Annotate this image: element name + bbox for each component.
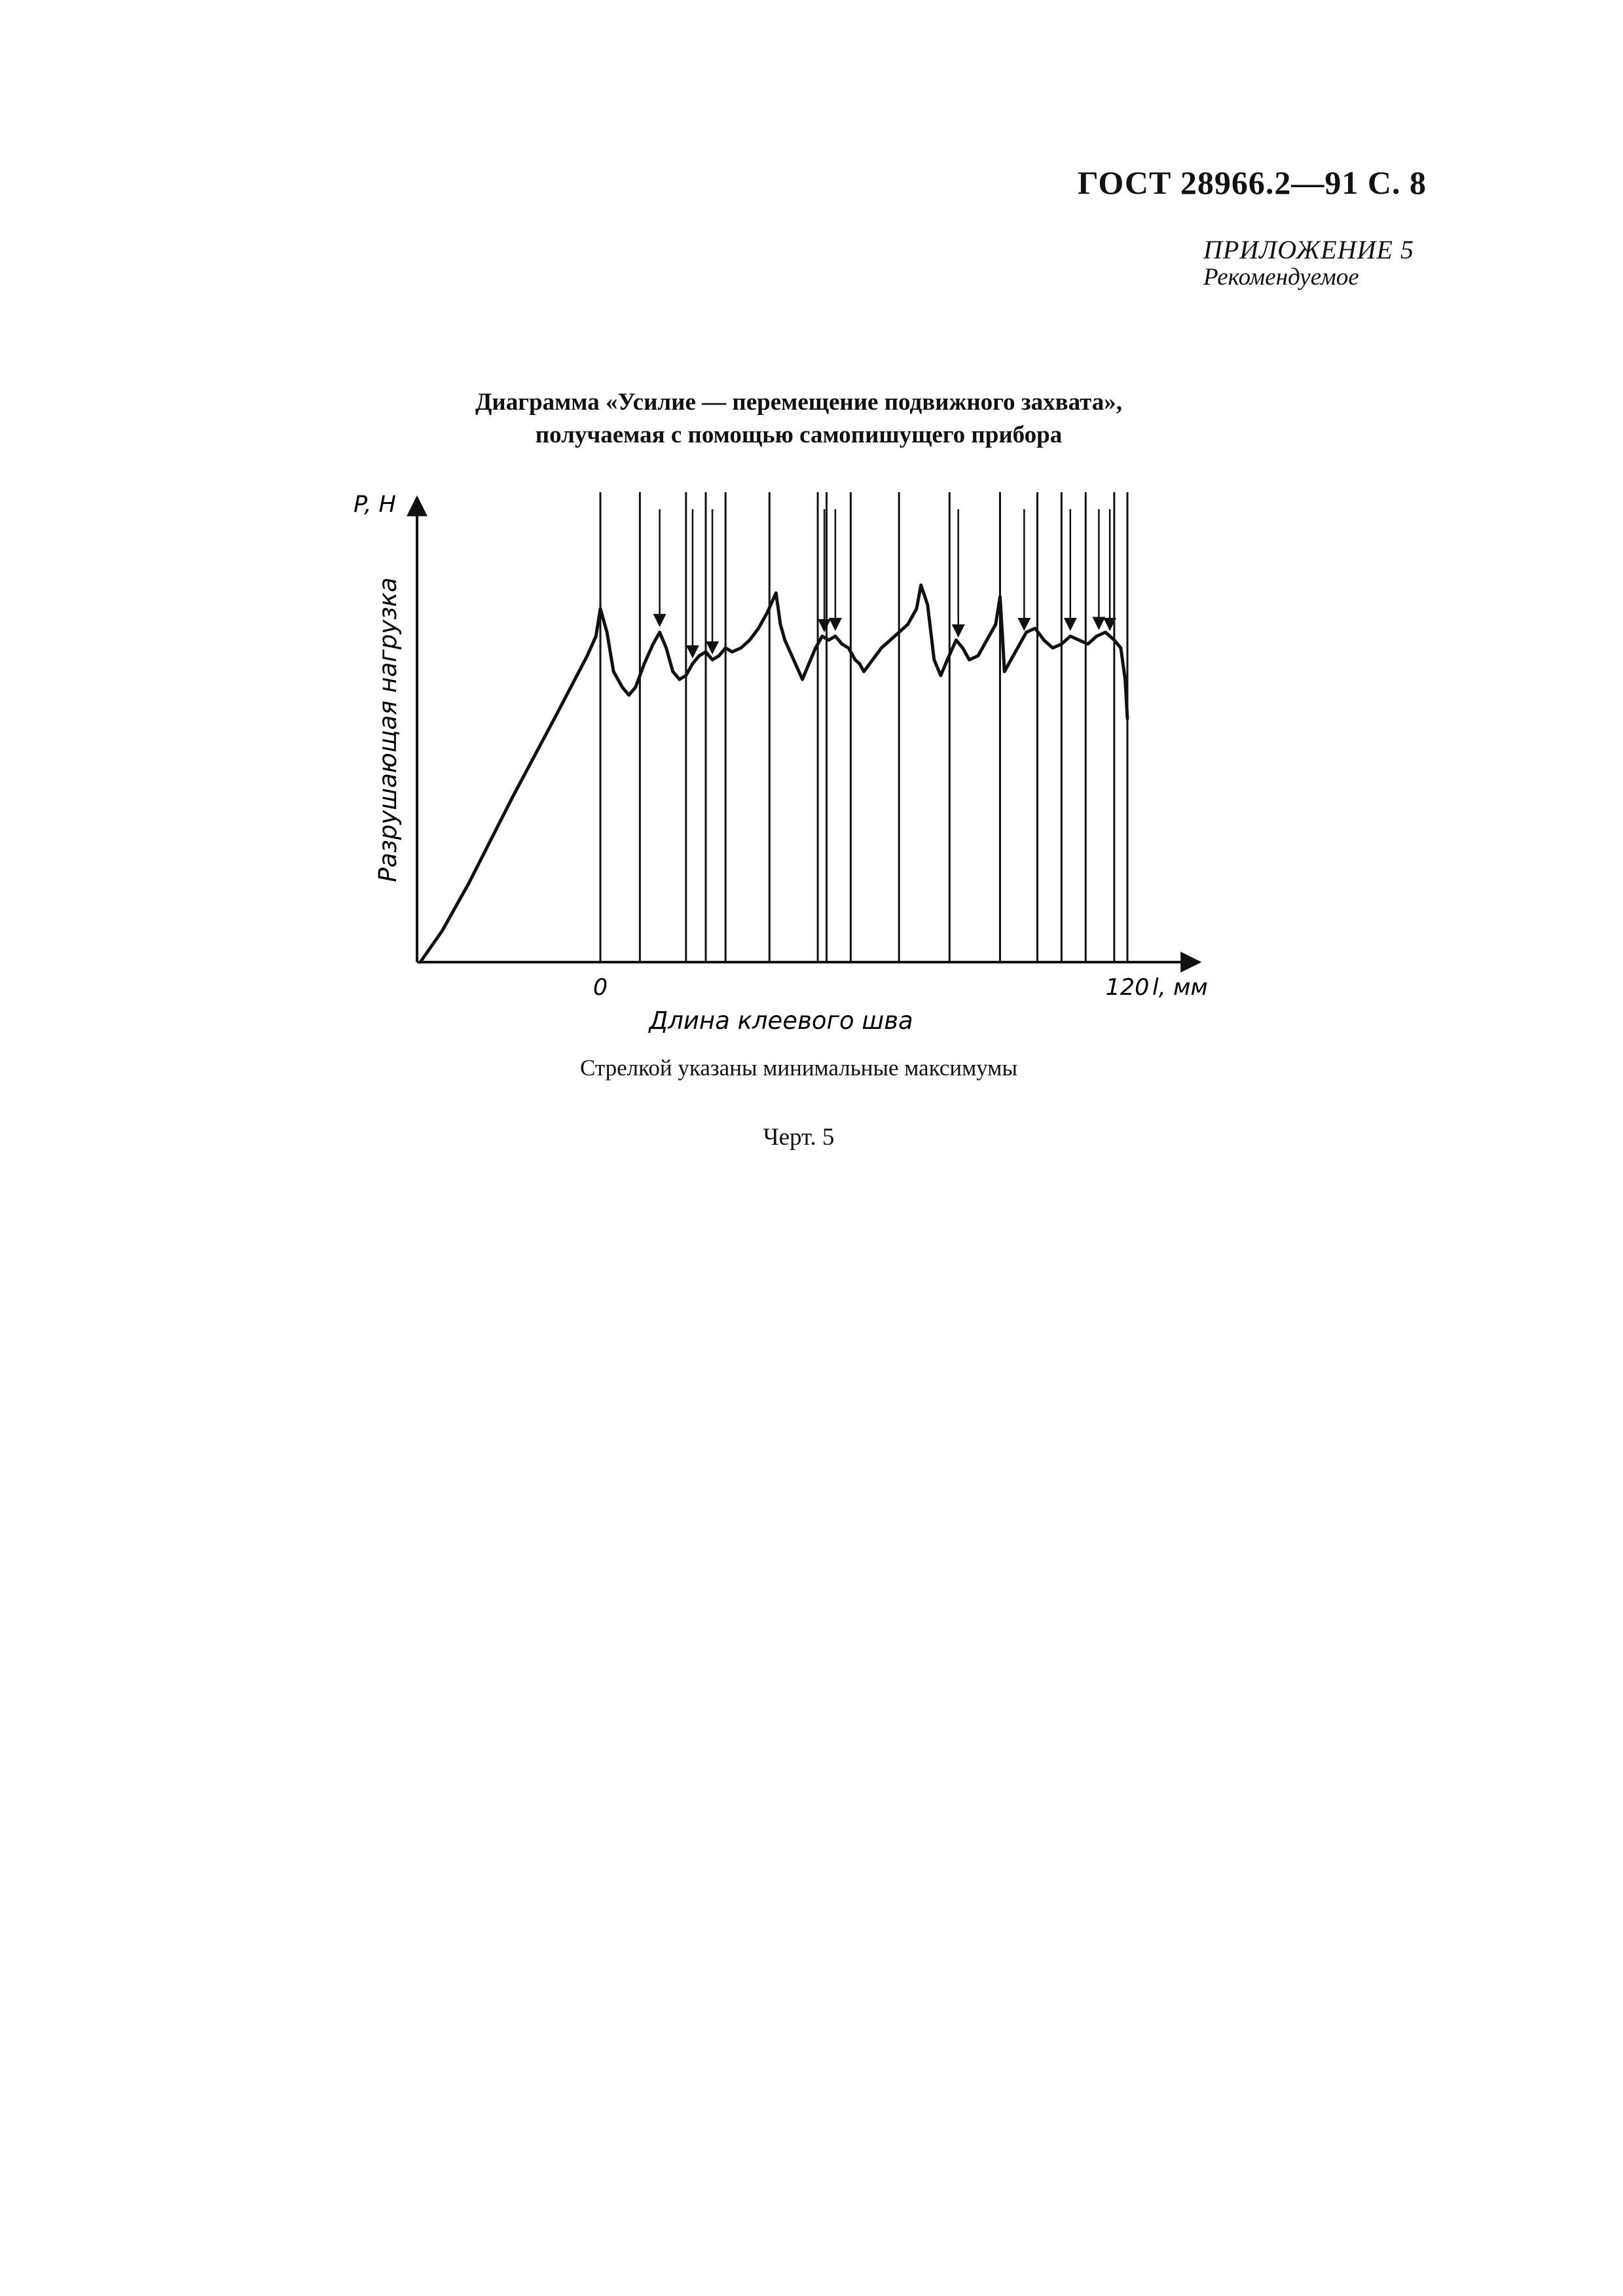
figure-caption: Стрелкой указаны минимальные максимумы (580, 1055, 1017, 1081)
vertical-marker-lines (600, 492, 1127, 962)
x-axis-unit: l, мм (1152, 975, 1208, 1001)
appendix-label: ПРИЛОЖЕНИЕ 5 (1203, 235, 1414, 264)
y-axis-label: Разрушающая нагрузка (374, 577, 402, 882)
figure-title-line-1: Диаграмма «Усилие — перемещение подвижного захвата», (475, 389, 1123, 416)
x-axis-label: Длина клеевого шва (649, 1007, 913, 1035)
appendix-status: Рекомендуемое (1203, 264, 1359, 291)
load-displacement-diagram (0, 0, 1623, 1073)
load-curve (420, 585, 1127, 962)
figure-title-line-2: получаемая с помощью самопишущего прибора (535, 422, 1063, 449)
figure-number: Черт. 5 (763, 1124, 835, 1151)
y-axis-symbol: P, H (354, 492, 396, 518)
x-tick-zero: 0 (593, 975, 608, 1001)
document-reference: ГОСТ 28966.2—91 С. 8 (1077, 164, 1427, 201)
x-tick-end: 120 (1105, 975, 1150, 1001)
minimum-maximum-arrows (660, 509, 1110, 657)
